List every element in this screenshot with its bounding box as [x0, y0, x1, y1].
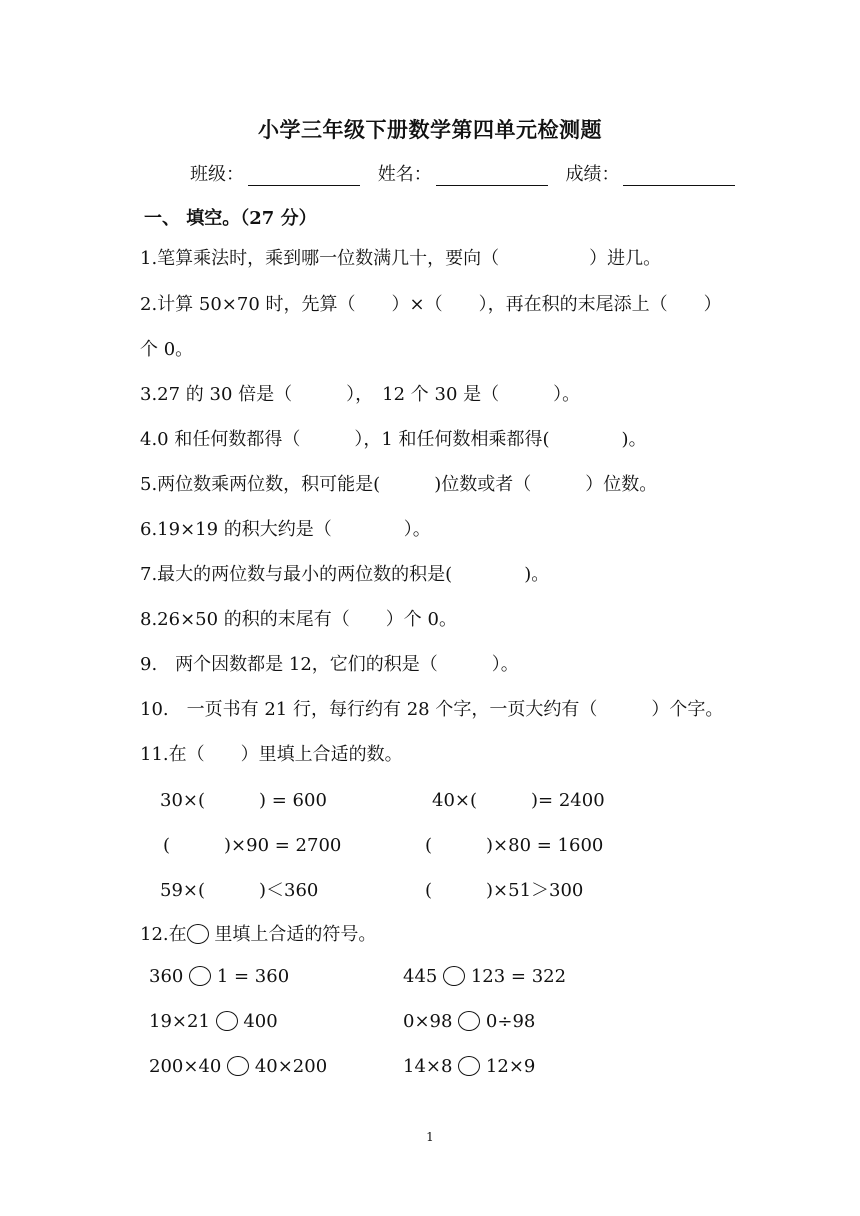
fill-item: ( )×80 = 1600 — [425, 835, 604, 856]
question-2-line1: 2.计算 50×70 时，先算（ ）×（ ），再在积的末尾添上（ ） — [140, 294, 722, 315]
q12-suffix: 里填上合适的符号。 — [208, 924, 377, 945]
operand-left: 0×98 — [403, 1011, 453, 1032]
fill-item: 40×( )= 2400 — [432, 790, 605, 811]
page-title: 小学三年级下册数学第四单元检测题 — [258, 117, 602, 142]
score-label: 成绩： — [565, 164, 620, 185]
symbol-item — [403, 966, 566, 987]
operand-right: 12×9 — [485, 1056, 536, 1077]
question-9: 9. 两个因数都是 12，它们的积是（ ）。 — [140, 654, 519, 675]
question-12 — [140, 920, 376, 946]
operand-right: 400 — [243, 1011, 278, 1032]
fill-item: 30×( ) = 600 — [160, 790, 327, 811]
operand-right: 123 = 322 — [470, 966, 567, 987]
fill-item: ( )×90 = 2700 — [163, 835, 342, 856]
fill-item: 59×( )＜360 — [160, 880, 319, 901]
question-3: 3.27 的 30 倍是（ ）， 12 个 30 是（ ）。 — [140, 384, 581, 405]
circle-blank-icon[interactable] — [458, 1056, 480, 1076]
question-5: 5.两位数乘两位数，积可能是( )位数或者（ ）位数。 — [140, 474, 658, 495]
question-8: 8.26×50 的积的末尾有（ ）个 0。 — [140, 609, 457, 630]
circle-blank-icon[interactable] — [458, 1011, 480, 1031]
question-6: 6.19×19 的积大约是（ ）。 — [140, 519, 431, 540]
section-heading: 一、 填空。（27 分） — [144, 208, 317, 229]
circle-blank-icon[interactable] — [443, 966, 465, 986]
question-2-line2: 个 0。 — [140, 339, 194, 360]
student-info-row — [190, 160, 747, 186]
class-label: 班级： — [190, 164, 244, 185]
symbol-item — [149, 1056, 327, 1077]
q12-prefix: 12.在 — [140, 924, 187, 945]
operand-left: 200×40 — [149, 1056, 222, 1077]
symbol-item — [149, 1011, 278, 1032]
name-blank[interactable] — [436, 165, 548, 186]
question-7: 7.最大的两位数与最小的两位数的积是( )。 — [140, 564, 550, 585]
question-4: 4.0 和任何数都得（ ），1 和任何数相乘都得( )。 — [140, 429, 647, 450]
circle-blank-icon[interactable] — [189, 966, 211, 986]
operand-left: 14×8 — [403, 1056, 453, 1077]
operand-left: 360 — [149, 966, 184, 987]
circle-blank-icon[interactable] — [227, 1056, 249, 1076]
class-blank[interactable] — [248, 165, 360, 186]
circle-symbol-icon — [187, 924, 209, 944]
score-blank[interactable] — [623, 165, 735, 186]
operand-right: 1 = 360 — [216, 966, 290, 987]
question-10: 10. 一页书有 21 行，每行约有 28 个字，一页大约有（ ）个字。 — [140, 699, 724, 720]
operand-right: 40×200 — [254, 1056, 328, 1077]
circle-blank-icon[interactable] — [216, 1011, 238, 1031]
operand-left: 19×21 — [149, 1011, 210, 1032]
question-11: 11.在（ ）里填上合适的数。 — [140, 744, 403, 765]
symbol-item — [403, 1056, 535, 1077]
name-label: 姓名： — [377, 164, 432, 185]
symbol-item — [403, 1011, 535, 1032]
page-number: 1 — [426, 1130, 434, 1144]
operand-right: 0÷98 — [485, 1011, 536, 1032]
symbol-item — [149, 966, 289, 987]
operand-left: 445 — [403, 966, 438, 987]
fill-item: ( )×51＞300 — [425, 880, 584, 901]
question-1: 1.笔算乘法时，乘到哪一位数满几十，要向（ ）进几。 — [140, 248, 662, 269]
